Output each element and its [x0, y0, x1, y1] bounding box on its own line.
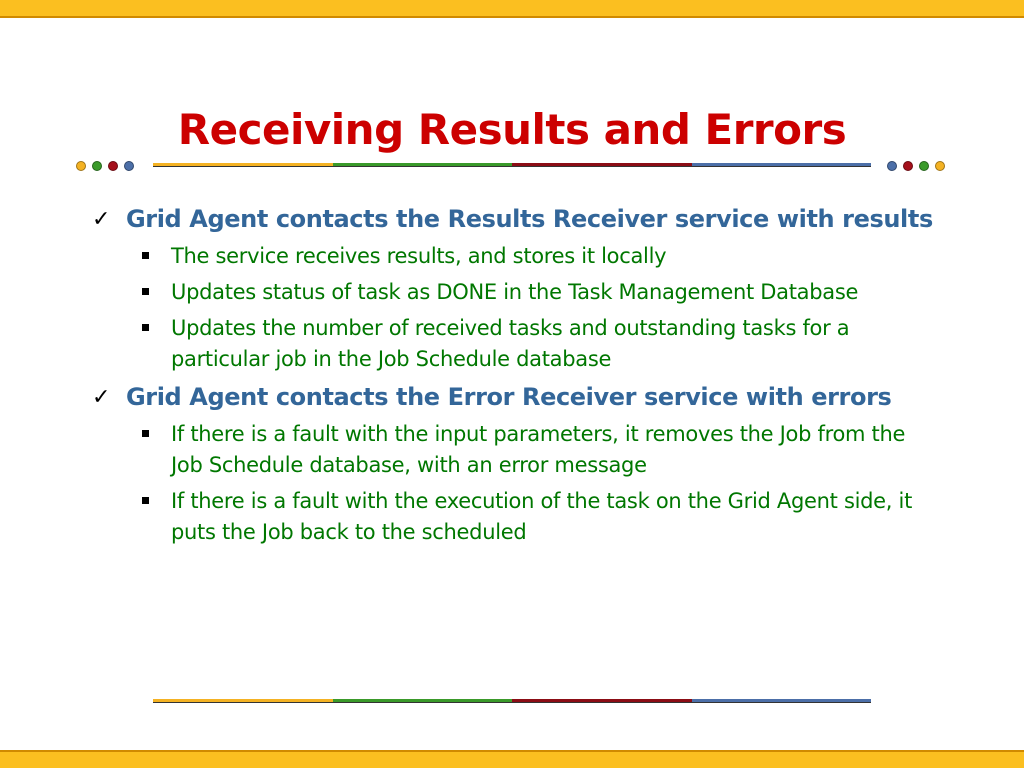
- sub-bullet-text: Updates status of task as DONE in the Task Management Database: [171, 280, 859, 304]
- sub-bullet-text: Updates the number of received tasks and outstanding tasks for a particular job in the Job Schedule database: [171, 316, 850, 371]
- divider-segment: [512, 163, 692, 167]
- sub-bullet-text: If there is a fault with the input parameters, it removes the Job from the Job Schedule database, with an error message: [171, 422, 906, 477]
- divider-segment: [153, 163, 333, 167]
- square-bullet-icon: [142, 288, 149, 295]
- divider-segment: [153, 699, 333, 703]
- check-icon: ✓: [92, 385, 111, 410]
- sub-bullet-item: [126, 313, 940, 375]
- decor-dot: [124, 161, 134, 171]
- slide-title: Receiving Results and Errors: [177, 105, 847, 154]
- decor-dot: [919, 161, 929, 171]
- decor-dot: [76, 161, 86, 171]
- bullet-text: Grid Agent contacts the Results Receiver service with results: [126, 205, 933, 233]
- divider-segment: [512, 699, 692, 703]
- check-icon: ✓: [92, 207, 111, 232]
- divider-segment: [692, 163, 872, 167]
- divider-segment: [333, 699, 513, 703]
- top-band: [0, 0, 1024, 18]
- bullet-text: Grid Agent contacts the Error Receiver service with errors: [126, 383, 892, 411]
- divider-segment: [333, 163, 513, 167]
- sub-bullet-text: The service receives results, and stores it locally: [171, 244, 667, 268]
- square-bullet-icon: [142, 252, 149, 259]
- sub-bullet-list: [126, 241, 940, 375]
- sub-bullet-item: [126, 419, 940, 481]
- square-bullet-icon: [142, 497, 149, 504]
- square-bullet-icon: [142, 430, 149, 437]
- square-bullet-icon: [142, 324, 149, 331]
- sub-bullet-item: [126, 241, 940, 272]
- decor-dots-left: [76, 161, 134, 171]
- sub-bullet-item: [126, 486, 940, 548]
- sub-bullet-text: If there is a fault with the execution of the task on the Grid Agent side, it puts the Job back to the scheduled: [171, 489, 913, 544]
- bullet-item: [90, 381, 940, 548]
- bullet-item: [90, 203, 940, 375]
- bottom-divider: [153, 699, 871, 704]
- sub-bullet-item: [126, 277, 940, 308]
- decor-dot: [108, 161, 118, 171]
- divider-segment: [692, 699, 872, 703]
- decor-dot: [903, 161, 913, 171]
- decor-dot: [887, 161, 897, 171]
- bottom-band: [0, 750, 1024, 768]
- title-divider: [153, 163, 871, 168]
- decor-dots-right: [887, 161, 945, 171]
- sub-bullet-list: [126, 419, 940, 548]
- bullet-list: [90, 203, 940, 554]
- decor-dot: [935, 161, 945, 171]
- decor-dot: [92, 161, 102, 171]
